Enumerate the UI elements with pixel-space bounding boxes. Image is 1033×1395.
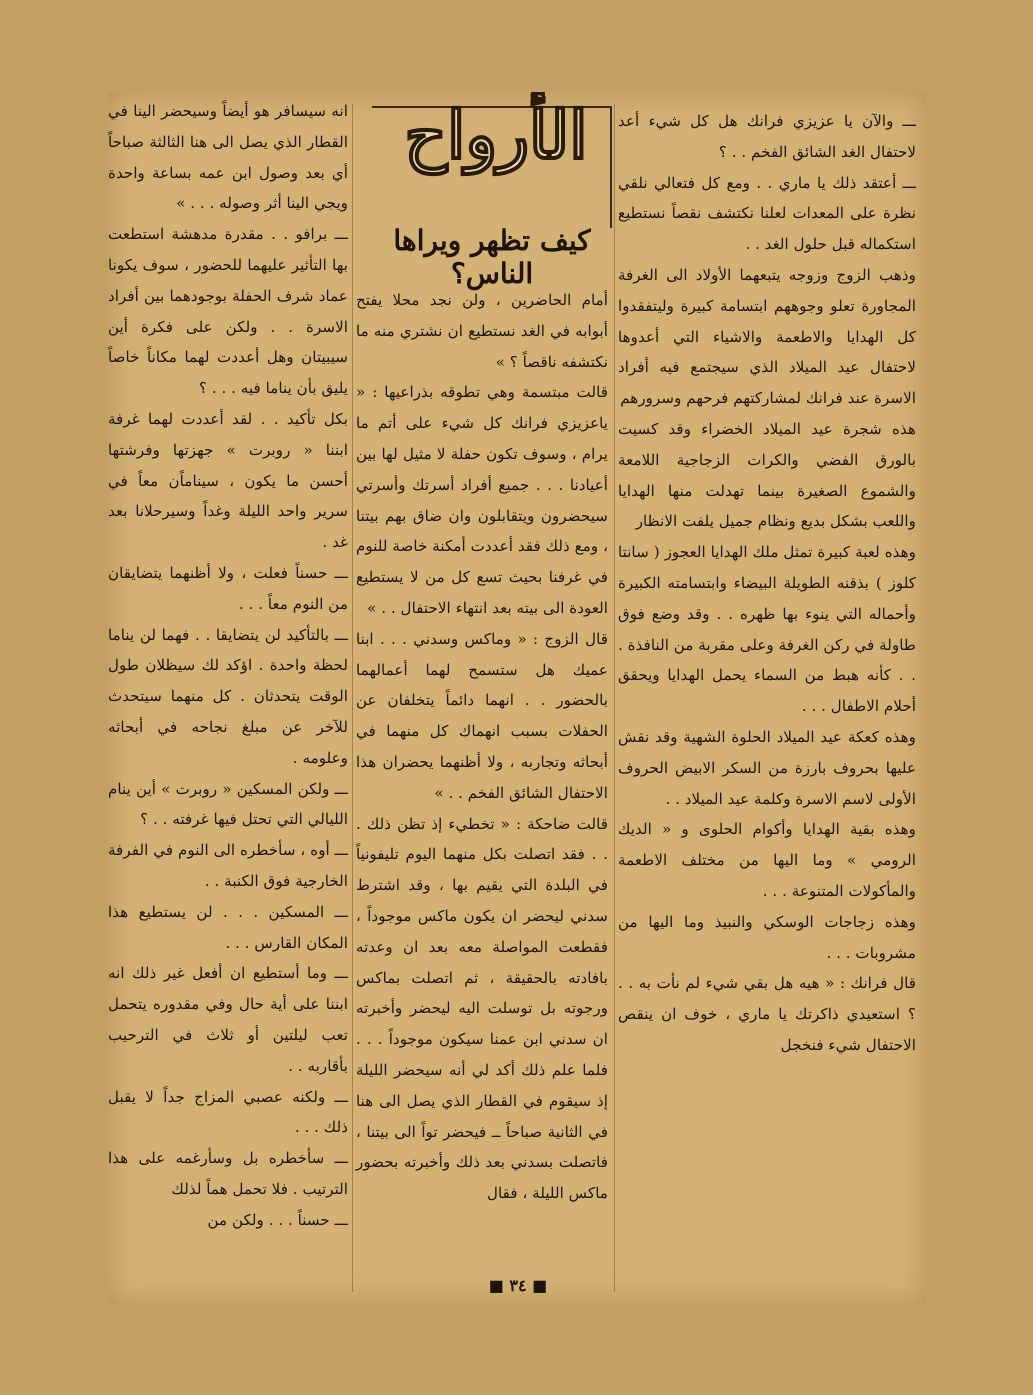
paragraph: ـــ أوه ، سأخطره الى النوم في الفرفة الخارجية فوق الكنبة . . xyxy=(108,841,348,890)
paragraph: وذهب الزوج وزوجه يتبعهما الأولاد الى الغرفة المجاورة تعلو وجوههم ابتسامة كبيرة وليتفقدوا كل الهدايا والاطعمة والاشياء التي أعدوها لاحتفال عيد الميلاد الذي سيجتمع فيه أفراد الاسرة عند فرانك لمشاركتهم فرحهم وسرورهم xyxy=(618,265,916,408)
paragraph: ـــ برافو . . مقدرة مدهشة استطعت بها التأثير عليهما للحضور ، سوف يكونا عماد شرف الحفلة بوجودهما بين أفراد الاسرة . . ولكن على فكرة أين سيبيتان وهل أعددت لهما مكاناً خاصاً يليق بأن يناما فيه . . . ؟ xyxy=(108,225,348,398)
paragraph: وهذه كعكة عيد الميلاد الحلوة الشهية وقد نقش عليها بحروف بارزة من السكر الابيض الحروف الأولى لاسم الاسرة وكلمة عيد الميلاد . . xyxy=(618,727,916,808)
paragraph: قال فرانك : « هيه هل بقي شيء لم نأت به . . ؟ استعيدي ذاكرتك يا ماري ، خوف ان ينقص الاحتفال شيء فنخجل xyxy=(618,974,916,1054)
paragraph: وهذه زجاجات الوسكي والنبيذ وما اليها من مشروبات . . . xyxy=(618,912,916,962)
paragraph: ـــ حسناً فعلت ، ولا أظنهما يتضايقان من النوم معاً . . . xyxy=(108,563,348,613)
article-subtitle: كيف تظهر ويراها الناس؟ xyxy=(393,224,591,290)
paragraph: هذه شجرة عيد الميلاد الخضراء وقد كسيت بالورق الفضي والكرات الزجاجية اللامعة والشموع الصغيرة بينما تهدلت منها الهدايا واللعب بشكل بديع ونظام جميل يلفت الانظار xyxy=(618,419,916,531)
text-column-middle xyxy=(356,285,608,1209)
paragraph: ـــ وما أستطيع ان أفعل غير ذلك انه ابننا على أية حال وفي مقدوره يتحمل تعب ليلتين أو ثلاث في الترحيب بأقاربه . . xyxy=(108,964,348,1075)
paragraph: ـــ أعتقد ذلك يا ماري . . ومع كل فتعالي نلقي نظرة على المعدات لعلنا نكتشف نقصاً نستطيع استكماله قبل حلول الغد . . xyxy=(618,173,916,254)
paragraph: قال الزوج : « وماكس وسدني . . . ابنا عميك هل ستسمح لهما أعمالهما بالحضور . . انهما دائماً يتخلفان عن الحفلات بسبب انهماك كل منهما في أبحاثه وتجاربه ، ولا أظنهما يحضران هذا الاحتفال الشائق الفخم . . » xyxy=(356,629,608,802)
article-title: الأرواح xyxy=(404,96,588,174)
paragraph: وهذه بقية الهدايا وأكوام الحلوى و « الديك الرومي » وما اليها من مختلف الاطعمة والمأكولات المتنوعة . . . xyxy=(618,820,916,900)
paragraph: ـــ ولكن المسكين « روبرت » أين ينام الليالي التي تحتل فيها غرفته . . ؟ xyxy=(108,779,348,829)
paragraph: ـــ حسناً . . . ولكن من xyxy=(207,1210,348,1229)
paragraph: ـــ والآن يا عزيزي فرانك هل كل شيء أعد لاحتفال الغد الشائق الفخم . . ؟ xyxy=(618,112,916,161)
paragraph: انه سيسافر هو أيضاً وسيحضر الينا في القطار الذي يصل الى هنا الثالثة صباحاً أي بعد وصول ابن عمه بساعة واحدة ويجي الينا أثر وصوله . . . » xyxy=(108,102,348,213)
paragraph: ـــ ولكنه عصبي المزاج جداً لا يقبل ذلك . . . xyxy=(108,1087,348,1137)
paragraph: ـــ بالتأكيد لن يتضايقا . . فهما لن يناما لحظة واحدة . اؤكد لك سيظلان طول الوقت يتحدثان . كل منهما سيتحدث للآخر عن مبلغ نجاحه في أبحاثه وعلومه . xyxy=(108,625,348,767)
magazine-page xyxy=(108,92,926,1304)
paragraph: قالت ضاحكة : « تخطيء إذ تظن ذلك . . . فقد اتصلت بكل منهما اليوم تليفونياً في البلدة التي يقيم بها ، وقد اشترط سدني ليحضر ان يكون ماكس موجوداً ، فقطعت المواصلة معه بعد ان وعدته بافادته بالحقيقة ، ثم اتصلت بماكس ورجوته بل توسلت اليه ليحضر وأخبرته ان سدني ابن عمنا سيكون موجوداً . . . فلما علم ذلك أكد لي أنه سيحضر الليلة إذ سيقوم في القطار الذي يصل الى هنا في الثانية صباحاً ــ فيحضر تواً الى بيتنا ، فاتصلت بسدني بعد ذلك وأخبرته بحضور ماكس الليلة ، فقال xyxy=(356,814,608,1203)
text-column-right xyxy=(618,106,916,1061)
column-divider xyxy=(614,104,615,1292)
paragraph: ـــ المسكين . . . لن يستطيع هذا المكان القارس . . . xyxy=(108,902,348,952)
column-divider xyxy=(352,104,353,1292)
paragraph: وهذه لعبة كبيرة تمثل ملك الهدايا العجوز ( سانتا كلوز ) بذقنه الطويلة البيضاء وابتسامته الكبيرة وأحماله التي ينوء بها ظهره . . وقد وضع فوق طاولة في ركن الغرفة وعلى مقربة من النافذة . . . كأنه هبط من السماء يحمل الهدايا ويحقق أحلام الاطفال . . . xyxy=(618,543,916,716)
paragraph: ـــ سأخطره بل وسأرغمه على هذا الترتيب . فلا تحمل هماً لذلك xyxy=(108,1149,348,1198)
paragraph: أمام الحاضرين ، ولن نجد محلا يفتح أبوابه في الغد نستطيع ان نشتري منه ما نكتشفه ناقصاً ؟ » xyxy=(356,291,608,371)
text-column-left xyxy=(108,96,348,1235)
paragraph: قالت مبتسمة وهي تطوقه بذراعيها : « ياعزيزي فرانك كل شيء على أتم ما يرام ، وسوف تكون حفلة لا مثيل لها بين أعيادنا . . . جميع أفراد أسرتك وأسرتي سيحضرون ويتقابلون وان ضاق بهم بيتنا ، ومع ذلك فقد أعددت أمكنة خاصة للنوم في غرفنا بحيث تسع كل من لا يستطيع العودة الى بيته بعد انتهاء الاحتفال . . » xyxy=(356,383,608,617)
paragraph: بكل تأكيد . . لقد أعددت لهما غرفة ابننا « روبرت » جهزتها وفرشتها أحسن ما يكون ، سيناماًن معاً في سرير واحد الليلة وغداً وسيرحلانا بعد غد . xyxy=(108,409,348,552)
page-number: ■ ٣٤ ■ xyxy=(488,1276,548,1295)
